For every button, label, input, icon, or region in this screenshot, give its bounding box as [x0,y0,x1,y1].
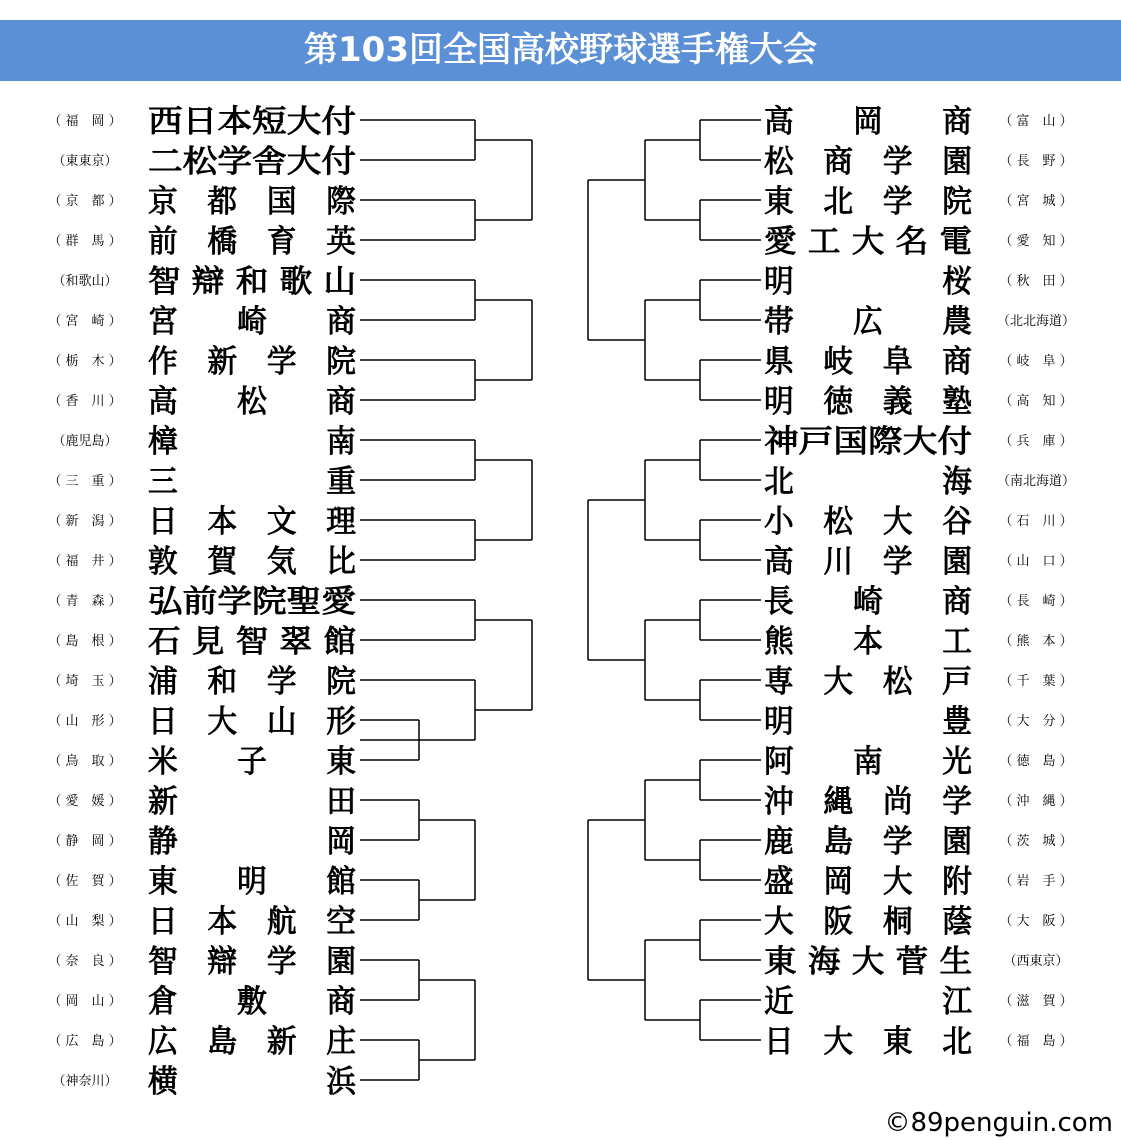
school-name: 専 大 松 戸 [764,664,972,700]
school-name: 長 崎 商 [764,584,972,620]
school-name: 敦 賀 気 比 [148,544,356,580]
school-name: 高 松 商 [148,384,356,420]
school-name: 北 海 [764,464,972,500]
prefecture-label: （東東京） [52,154,118,169]
copyright-credit: ©89penguin.com [884,1108,1113,1138]
prefecture-label: （ 富 山 ） [999,114,1073,129]
prefecture-label: （ 福 島 ） [999,1034,1073,1049]
prefecture-label: （ 兵 庫 ） [999,434,1073,449]
school-name: 西日本短大付 [148,104,356,140]
prefecture-label: （ 滋 賀 ） [999,994,1073,1009]
prefecture-label: （ 静 岡 ） [48,834,122,849]
school-name: 二松学舎大付 [148,144,356,180]
prefecture-label: （ 香 川 ） [48,394,122,409]
school-name: 宮 崎 商 [148,304,356,340]
school-name: 静 岡 [148,824,356,860]
school-name: 新 田 [148,784,356,820]
prefecture-label: （ 埼 玉 ） [48,674,122,689]
prefecture-label: （ 岩 手 ） [999,874,1073,889]
school-name: 樟 南 [148,424,356,460]
prefecture-label: （ 愛 媛 ） [48,794,122,809]
school-name: 明 豊 [764,704,972,740]
school-name: 高 川 学 園 [764,544,972,580]
school-name: 神戸国際大付 [764,424,972,460]
school-name: 明 桜 [764,264,972,300]
prefecture-label: （ 茨 城 ） [999,834,1073,849]
school-name: 鹿 島 学 園 [764,824,972,860]
school-name: 浦 和 学 院 [148,664,356,700]
school-name: 三 重 [148,464,356,500]
prefecture-label: （ 広 島 ） [48,1034,122,1049]
prefecture-label: （ 岡 山 ） [48,994,122,1009]
school-name: 石 見 智 翠 館 [148,624,356,660]
school-name: 沖 縄 尚 学 [764,784,972,820]
school-name: 東 明 館 [148,864,356,900]
prefecture-label: （ 愛 知 ） [999,234,1073,249]
prefecture-label: （ 福 井 ） [48,554,122,569]
prefecture-label: （ 熊 本 ） [999,634,1073,649]
school-name: 作 新 学 院 [148,344,356,380]
prefecture-label: （ 佐 賀 ） [48,874,122,889]
school-name: 日 大 山 形 [148,704,356,740]
prefecture-label: （ 三 重 ） [48,474,122,489]
prefecture-label: （ 千 葉 ） [999,674,1073,689]
prefecture-label: （ 山 形 ） [48,714,122,729]
prefecture-label: （ 島 根 ） [48,634,122,649]
prefecture-label: （ 青 森 ） [48,594,122,609]
school-name: 高 岡 商 [764,104,972,140]
prefecture-label: （神奈川） [52,1074,118,1089]
prefecture-label: （ 奈 良 ） [48,954,122,969]
prefecture-label: （和歌山） [52,274,118,289]
prefecture-label: （ 山 梨 ） [48,914,122,929]
school-name: 弘前学院聖愛 [148,584,356,620]
school-name: 帯 広 農 [764,304,972,340]
prefecture-label: （西東京） [1003,954,1069,969]
prefecture-label: （鹿児島） [52,434,118,449]
prefecture-label: （ 大 阪 ） [999,914,1073,929]
school-name: 熊 本 工 [764,624,972,660]
prefecture-label: （ 岐 阜 ） [999,354,1073,369]
school-name: 京 都 国 際 [148,184,356,220]
prefecture-label: （ 栃 木 ） [48,354,122,369]
prefecture-label: （ 鳥 取 ） [48,754,122,769]
school-name: 東 北 学 院 [764,184,972,220]
school-name: 東 海 大 菅 生 [764,944,972,980]
prefecture-label: （南北海道） [996,474,1076,489]
prefecture-label: （ 福 岡 ） [48,114,122,129]
prefecture-label: （ 沖 縄 ） [999,794,1073,809]
school-name: 広 島 新 庄 [148,1024,356,1060]
school-name: 日 本 文 理 [148,504,356,540]
prefecture-label: （ 長 野 ） [999,154,1073,169]
school-name: 近 江 [764,984,972,1020]
prefecture-label: （ 徳 島 ） [999,754,1073,769]
prefecture-label: （ 長 崎 ） [999,594,1073,609]
school-name: 松 商 学 園 [764,144,972,180]
prefecture-label: （ 山 口 ） [999,554,1073,569]
prefecture-label: （ 群 馬 ） [48,234,122,249]
school-name: 明 徳 義 塾 [764,384,972,420]
school-name: 県 岐 阜 商 [764,344,972,380]
prefecture-label: （ 石 川 ） [999,514,1073,529]
school-name: 智 辯 学 園 [148,944,356,980]
school-name: 大 阪 桐 蔭 [764,904,972,940]
prefecture-label: （ 京 都 ） [48,194,122,209]
prefecture-label: （ 新 潟 ） [48,514,122,529]
prefecture-label: （ 秋 田 ） [999,274,1073,289]
school-name: 倉 敷 商 [148,984,356,1020]
school-name: 日 本 航 空 [148,904,356,940]
school-name: 智 辯 和 歌 山 [148,264,356,300]
prefecture-label: （ 宮 崎 ） [48,314,122,329]
school-name: 前 橋 育 英 [148,224,356,260]
school-name: 横 浜 [148,1064,357,1100]
prefecture-label: （ 高 知 ） [999,394,1073,409]
school-name: 盛 岡 大 附 [764,864,972,900]
school-name: 日 大 東 北 [764,1024,972,1060]
prefecture-label: （北北海道） [996,314,1076,329]
school-name: 小 松 大 谷 [764,504,972,540]
prefecture-label: （ 宮 城 ） [999,194,1073,209]
school-name: 米 子 東 [148,744,356,780]
page-title: 第103回全国高校野球選手権大会 [0,20,1121,81]
prefecture-label: （ 大 分 ） [999,714,1073,729]
school-name: 愛 工 大 名 電 [764,224,972,260]
school-name: 阿 南 光 [764,744,972,780]
